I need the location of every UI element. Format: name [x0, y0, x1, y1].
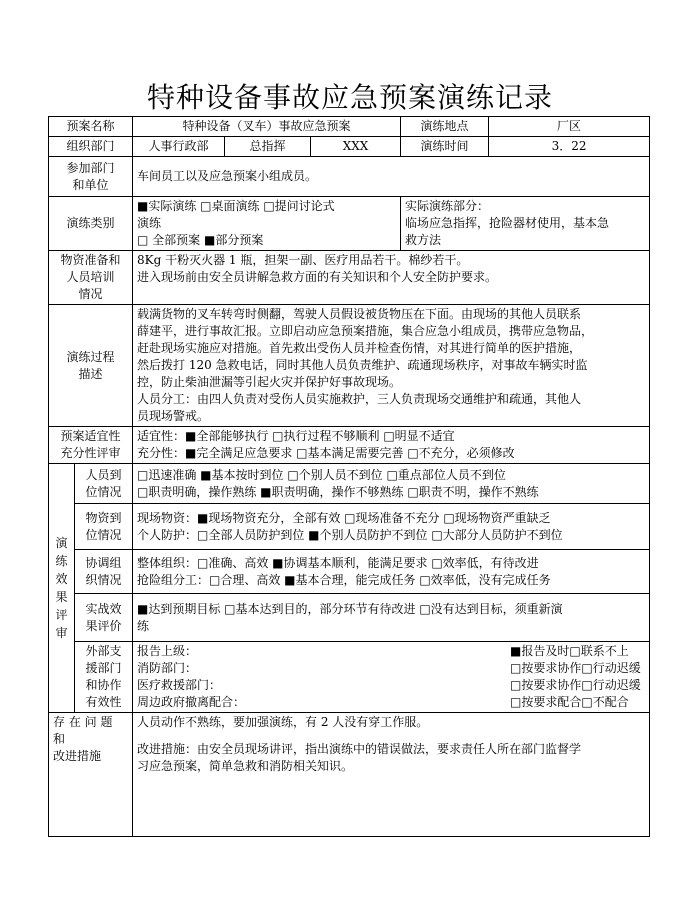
page-title: 特种设备事故应急预案演练记录 — [146, 81, 553, 114]
org-dept-value: 人事行政部 — [133, 137, 225, 157]
eval-line: ■达到预期目标 □基本达到目的，部分环节有待改进 □没有达到目标，须重新演 — [137, 601, 563, 616]
eval-coord-label — [75, 550, 133, 594]
preparation-line: 8Kg 干粉灭火器 1 瓶，担架一副、医疗用品若干。棉纱若干。 — [137, 253, 469, 267]
improvement-line: 改进措施：由安全员现场讲评，指出演练中的错误做法，要求责任人所在部门监督学 — [137, 742, 582, 756]
eval-external-value — [133, 642, 650, 713]
suitability-value — [133, 427, 650, 464]
eval-people-row — [49, 464, 650, 504]
issues-label-line: 存 在 问 题 和 — [53, 715, 113, 746]
preparation-row — [49, 251, 650, 305]
eval-label-line: 果评价 — [85, 618, 122, 633]
preparation-label — [49, 251, 133, 305]
process-label-line: 描述 — [78, 366, 103, 381]
suitability-line: 适宜性：■全部能够执行 □执行过程不够顺利 □明显不适宜 — [137, 429, 455, 443]
participants-row — [49, 157, 650, 197]
spacer — [137, 731, 645, 741]
external-item-label: 报告上级： — [137, 644, 198, 658]
plan-name-row — [49, 117, 650, 137]
eval-people-value — [133, 464, 650, 504]
external-item-label: 医疗救援部门： — [137, 678, 222, 692]
external-item-label: 周边政府撤离配合： — [137, 695, 246, 709]
eval-label-line: 物资到 — [85, 510, 122, 525]
process-line: 然后拨打 120 急救电话，同时其他人员负责维护、疏通现场秩序，对事故车辆实时监 — [137, 358, 588, 372]
external-item — [137, 660, 645, 677]
eval-side-text: 演练效果评审 — [55, 536, 68, 640]
external-item-status: □按要求协作□行动迟缓 — [510, 661, 641, 675]
preparation-line: 进入现场前由安全员讲解急救方面的有关知识和个人安全防护要求。 — [137, 270, 498, 284]
preparation-label-line: 情况 — [78, 287, 103, 301]
eval-line: 个人防护：□全部人员防护到位 ■个别人员防护不到位 □大部分人员防护不到位 — [137, 527, 563, 542]
suitability-label-line: 预案适宜性 — [60, 429, 121, 443]
commander-value: XXX — [311, 137, 401, 157]
drill-location-value: 厂区 — [489, 117, 650, 137]
drill-type-line: ■实际演练 □桌面演练 □提问讨论式 — [137, 199, 335, 213]
suitability-line: 充分性：■完全满足应急要求 □基本满足需要完善 □不充分，必须修改 — [137, 446, 515, 460]
external-item — [137, 694, 645, 711]
participants-label-line: 和单位 — [72, 177, 109, 192]
suitability-row — [49, 427, 650, 464]
drill-type-options — [133, 197, 401, 251]
plan-name-label: 预案名称 — [49, 117, 133, 137]
drill-time-label: 演练时间 — [401, 137, 489, 157]
drill-type-detail — [401, 197, 650, 251]
issues-line: 人员动作不熟练，要加强演练，有 2 人没有穿工作服。 — [137, 715, 429, 729]
commander-label: 总指挥 — [225, 137, 311, 157]
eval-label-line: 实战效 — [85, 601, 122, 616]
drill-detail-line: 临场应急指挥，抢险器材使用，基本急 — [405, 216, 610, 230]
issues-value — [133, 713, 650, 837]
process-label-line: 演练过程 — [66, 349, 115, 364]
org-dept-label: 组织部门 — [49, 137, 133, 157]
eval-label-line: 协调组 — [85, 555, 122, 570]
drill-time-value: 3．22 — [489, 137, 650, 157]
eval-line: 抢险组分工：□合理、高效 ■基本合理，能完成任务 □效率低，没有完成任务 — [137, 572, 551, 587]
eval-label-line: 外部支 — [85, 644, 122, 658]
eval-line: 现场物资：■现场物资充分，全部有效 □现场准备不充分 □现场物资严重缺乏 — [137, 510, 551, 525]
drill-detail-line: 实际演练部分： — [405, 199, 490, 213]
eval-external-row — [49, 642, 650, 713]
process-line: 赶赴现场实施应对措施。首先救出受伤人员并检查伤情，对其进行简单的医护措施， — [137, 341, 582, 355]
external-item — [137, 677, 645, 694]
external-item-status: ■报告及时□联系不上 — [510, 644, 629, 658]
eval-line: 整体组织：□准确、高效 ■协调基本顺利，能满足要求 □效率低，有待改进 — [137, 555, 539, 570]
eval-external-label — [75, 642, 133, 713]
eval-effect-row — [49, 594, 650, 642]
eval-materials-label — [75, 504, 133, 550]
drill-type-line: 演练 — [137, 216, 162, 230]
issues-label-line: 改进措施 — [53, 749, 102, 763]
drill-detail-line: 救方法 — [405, 233, 442, 247]
drill-type-label: 演练类别 — [49, 197, 133, 251]
external-item-status: □按要求配合□不配合 — [510, 695, 629, 709]
eval-label-line: 织情况 — [85, 572, 122, 587]
issues-row — [49, 713, 650, 837]
eval-coord-row — [49, 550, 650, 594]
suitability-label-line: 充分性评审 — [60, 446, 121, 460]
preparation-label-line: 物资准备和 — [60, 253, 121, 267]
process-line: 载满货物的叉车转弯时侧翻，驾驶人员假设被货物压在下面。由现场的其他人员联系 — [137, 307, 582, 321]
participants-label-line: 参加部门 — [66, 160, 115, 175]
eval-label-line: 位情况 — [85, 527, 122, 542]
eval-side-label — [49, 464, 75, 713]
drill-type-row — [49, 197, 650, 251]
process-description — [133, 305, 650, 427]
eval-coord-value — [133, 550, 650, 594]
eval-people-label — [75, 464, 133, 504]
process-line: 员现场警戒。 — [137, 409, 210, 423]
eval-line: □迅速准确 ■基本按时到位 □个别人员不到位 □重点部位人员不到位 — [137, 467, 506, 482]
eval-label-line: 援部门 — [85, 661, 122, 675]
participants-value: 车间员工以及应急预案小组成员。 — [133, 157, 650, 197]
issues-label — [49, 713, 133, 837]
process-line: 薛建平，进行事故汇报。立即启动应急预案措施，集合应急小组成员，携带应急物品， — [137, 324, 594, 338]
eval-effect-value — [133, 594, 650, 642]
process-line: 控，防止柴油泄漏等引起火灾并保护好事故现场。 — [137, 375, 402, 389]
eval-line: 练 — [137, 618, 150, 633]
participants-label — [49, 157, 133, 197]
eval-effect-label — [75, 594, 133, 642]
external-item-label: 消防部门： — [137, 661, 198, 675]
eval-label-line: 和协作 — [85, 678, 122, 692]
drill-type-line: □ 全部预案 ■部分预案 — [137, 233, 264, 247]
improvement-line: 习应急预案，简单急救和消防相关知识。 — [137, 759, 354, 773]
preparation-label-line: 人员培训 — [66, 270, 115, 284]
process-label — [49, 305, 133, 427]
process-line: 人员分工：由四人负责对受伤人员实施救护，三人负责现场交通维护和疏通，其他人 — [137, 392, 582, 406]
process-row — [49, 305, 650, 427]
drill-location-label: 演练地点 — [401, 117, 489, 137]
plan-name-value: 特种设备（叉车）事故应急预案 — [133, 117, 401, 137]
eval-materials-value — [133, 504, 650, 550]
suitability-label — [49, 427, 133, 464]
eval-label-line: 有效性 — [85, 695, 122, 709]
record-table — [48, 116, 650, 837]
preparation-value — [133, 251, 650, 305]
external-item — [137, 643, 645, 660]
org-row — [49, 137, 650, 157]
eval-label-line: 位情况 — [85, 484, 122, 499]
eval-line: □职责明确，操作熟练 ■职责明确，操作不够熟练 □职责不明，操作不熟练 — [137, 484, 539, 499]
eval-label-line: 人员到 — [85, 467, 122, 482]
external-item-status: □按要求协作□行动迟缓 — [510, 678, 641, 692]
eval-materials-row — [49, 504, 650, 550]
